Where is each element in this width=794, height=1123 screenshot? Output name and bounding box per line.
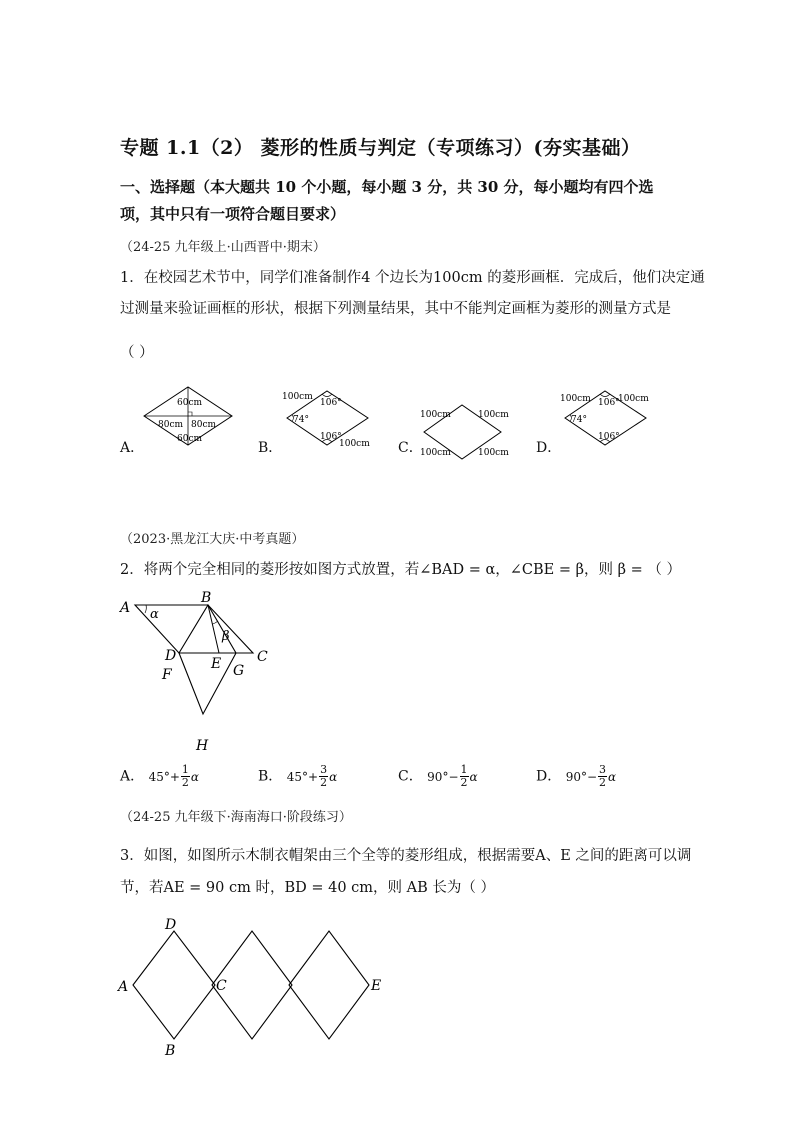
q1-source: （24-25 九年级上·山西晋中·期末） — [120, 240, 326, 255]
q3-line1: 3．如图，如图所示木制衣帽架由三个全等的菱形组成，根据需要A、E 之间的距离可以调 — [120, 848, 692, 864]
q2-label-d: D — [165, 648, 177, 664]
fig-c-label-tl: 100cm — [420, 410, 451, 420]
q3-figure — [115, 912, 390, 1060]
q2-label-e: E — [211, 656, 222, 672]
q2-option-a-var: α — [190, 769, 200, 784]
q2-option-a-letter: A． — [120, 768, 145, 785]
fig-b-label-angle1: 74° — [293, 415, 309, 425]
q2-label-f: F — [162, 667, 172, 683]
fig-b-label-angle3: 106° — [320, 432, 342, 442]
q3-source: （24-25 九年级下·海南海口·阶段练习） — [120, 810, 352, 825]
q2-option-d-expr: 90°− — [565, 769, 598, 784]
q1-line2: 过测量来验证画框的形状，根据下列测量结果，其中不能判定画框为菱形的测量方式是 — [120, 301, 671, 317]
q1-figure-a — [141, 385, 241, 447]
fig-b-label-side2: 100cm — [339, 439, 370, 449]
fig-a-label-left: 80cm — [158, 420, 184, 430]
page-title: 专题 1.1（2） 菱形的性质与判定（专项练习）(夯实基础） — [120, 137, 641, 159]
section-heading-line1: 一、选择题（本大题共 10 个小题，每小题 3 分，共 30 分，每小题均有四个选 — [120, 178, 654, 196]
q1-option-d-label: D． — [536, 440, 562, 456]
fig-c-label-tr: 100cm — [478, 410, 509, 420]
q3-label-d: D — [165, 917, 177, 933]
q2-option-b-letter: B． — [258, 768, 283, 785]
q2-label-b: B — [201, 590, 212, 606]
q1-figure-d — [558, 384, 658, 454]
q2-option-c-expr: 90°− — [427, 769, 459, 784]
q2-option-b — [258, 764, 337, 789]
q2-option-c-den: 2 — [460, 776, 468, 789]
q1-figure-b — [280, 384, 380, 454]
q2-figure — [115, 588, 280, 758]
q2-label-beta: β — [222, 629, 230, 644]
q1-option-b-label: B． — [258, 440, 283, 456]
q2-label-h: H — [196, 738, 209, 754]
q2-option-b-num: 3 — [320, 763, 328, 776]
q3-label-b: B — [165, 1043, 176, 1059]
q2-source: （2023·黑龙江大庆·中考真题） — [120, 532, 305, 547]
q2-label-alpha: α — [150, 607, 159, 622]
q2-option-a-expr: 45°+ — [148, 769, 180, 784]
q2-option-d-num: 3 — [599, 763, 607, 776]
q1-line1: 1．在校园艺术节中，同学们准备制作4 个边长为100cm 的菱形画框．完成后，他们决定通 — [120, 270, 705, 286]
q2-option-a-num: 1 — [181, 763, 189, 776]
q3-line2: 节，若AE = 90 cm 时，BD = 40 cm，则 AB 长为（ ） — [120, 880, 495, 896]
q2-option-d-var: α — [608, 769, 617, 784]
q2-option-b-den: 2 — [320, 776, 328, 789]
section-heading-line2: 项，其中只有一项符合题目要求） — [120, 205, 346, 223]
q2-label-a: A — [120, 600, 131, 616]
q2-option-a — [120, 764, 199, 789]
q2-option-d — [536, 764, 616, 789]
q3-label-a: A — [118, 979, 129, 995]
fig-c-label-br: 100cm — [478, 448, 509, 458]
section-heading — [120, 174, 654, 228]
fig-d-label-angle2: 106° — [598, 398, 620, 408]
fig-c-label-bl: 100cm — [420, 448, 451, 458]
q2-label-c: C — [257, 649, 268, 665]
q2-line1: 2．将两个完全相同的菱形按如图方式放置，若∠BAD = α，∠CBE = β，则 β = （ ） — [120, 562, 681, 578]
fig-d-label-angle3: 106° — [598, 432, 620, 442]
fig-a-label-right: 80cm — [191, 420, 217, 430]
q2-label-g: G — [233, 663, 245, 679]
q2-option-d-den: 2 — [599, 776, 607, 789]
q1-option-c-label: C． — [398, 440, 423, 456]
q2-option-c-num: 1 — [460, 763, 468, 776]
q1-figure-c — [418, 402, 510, 462]
q1-answer-bracket: （ ） — [120, 345, 154, 361]
fig-b-label-angle2: 106° — [320, 398, 342, 408]
fig-a-label-top: 60cm — [177, 398, 203, 408]
q3-label-e: E — [371, 978, 382, 994]
q2-option-d-letter: D． — [536, 768, 562, 785]
q1-option-a-label: A． — [120, 440, 145, 456]
fig-d-label-angle1: 74° — [571, 415, 587, 425]
q2-option-c — [398, 764, 478, 789]
fig-d-label-side2: 100cm — [618, 394, 649, 404]
fig-d-label-side1: 100cm — [560, 394, 591, 404]
fig-a-label-bottom: 60cm — [177, 434, 203, 444]
q2-option-a-den: 2 — [181, 776, 189, 789]
q2-option-b-var: α — [329, 769, 338, 784]
fig-b-label-side1: 100cm — [282, 392, 313, 402]
q2-option-b-expr: 45°+ — [286, 769, 319, 784]
q2-option-c-letter: C． — [398, 768, 423, 785]
q3-label-c: C — [216, 978, 227, 994]
q2-option-c-var: α — [469, 769, 478, 784]
